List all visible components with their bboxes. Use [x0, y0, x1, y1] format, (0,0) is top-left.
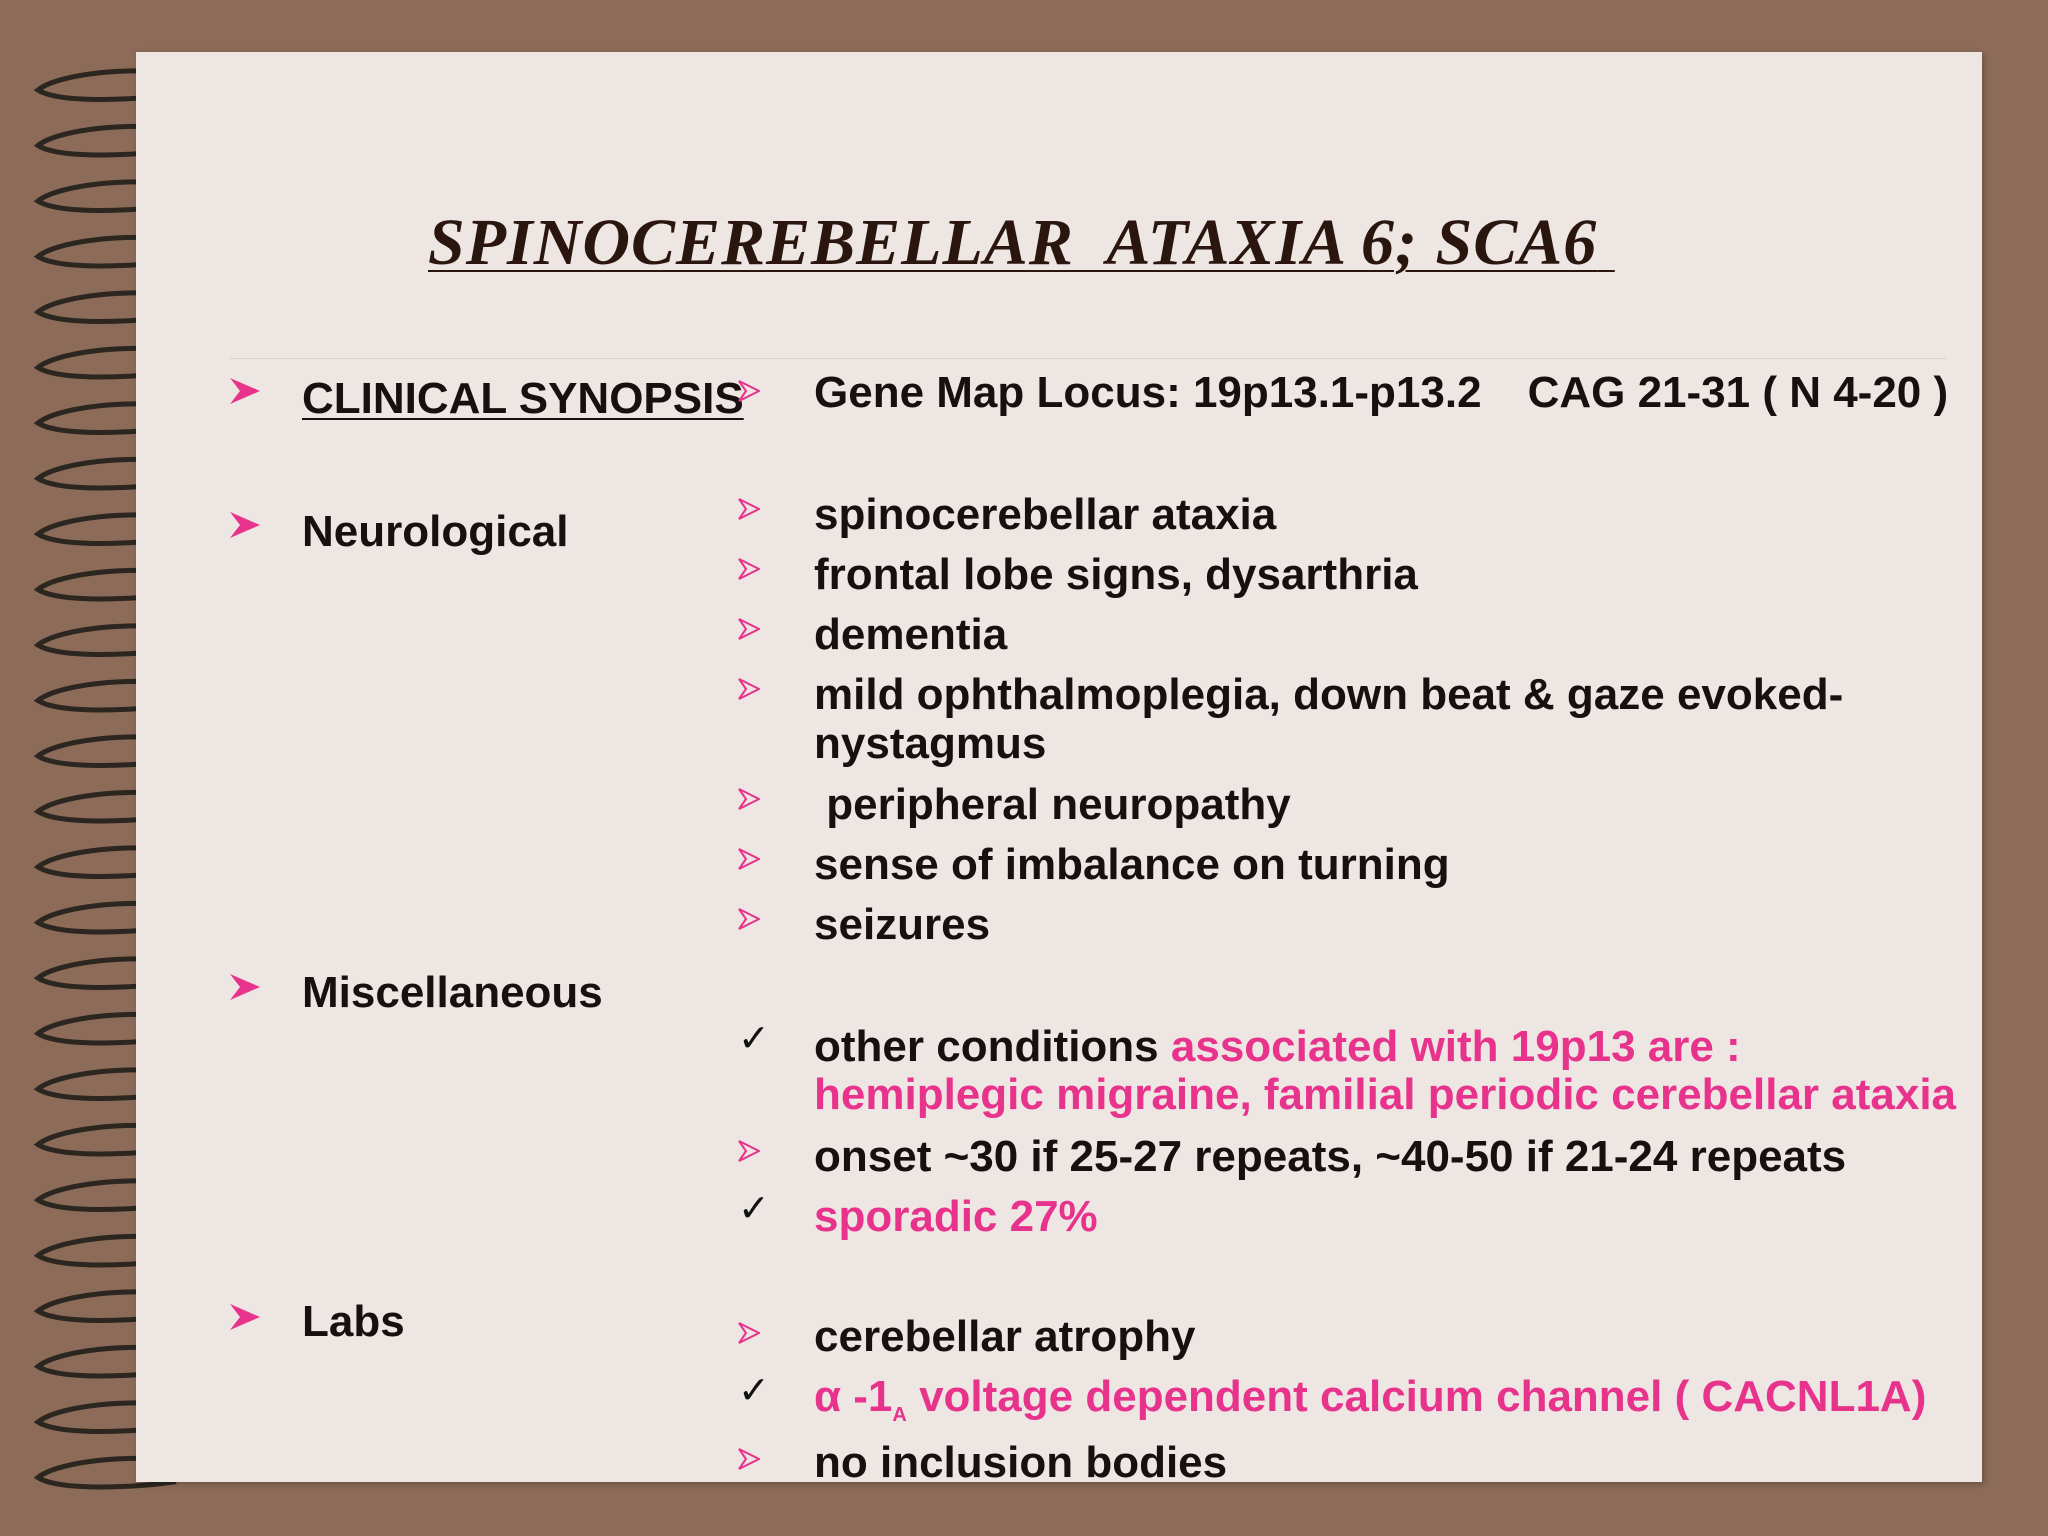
- labs-atrophy: cerebellar atrophy: [814, 1312, 1196, 1361]
- neuro-item-continued: nystagmus: [814, 719, 1047, 768]
- section-neurological: Neurological: [302, 507, 569, 556]
- small-arrow-bullet-icon: [738, 618, 760, 640]
- page-title: SPINOCEREBELLAR ATAXIA 6; SCA6: [428, 206, 1598, 279]
- neuro-item: seizures: [814, 900, 991, 949]
- arrow-bullet-icon: [228, 1302, 262, 1332]
- neuro-item: mild ophthalmoplegia, down beat & gaze evoked-: [814, 670, 1844, 719]
- neuro-item: peripheral neuropathy: [814, 780, 1291, 829]
- neuro-item: frontal lobe signs, dysarthria: [814, 550, 1418, 599]
- small-arrow-bullet-icon: [738, 1322, 760, 1344]
- small-arrow-bullet-icon: [738, 558, 760, 580]
- neuro-item: dementia: [814, 610, 1008, 659]
- arrow-bullet-icon: [228, 972, 262, 1002]
- misc-sporadic: sporadic 27%: [814, 1192, 1098, 1241]
- section-labs: Labs: [302, 1297, 405, 1346]
- small-arrow-bullet-icon: [738, 848, 760, 870]
- arrow-bullet-icon: [228, 376, 262, 406]
- gene-map-locus: Gene Map Locus: 19p13.1-p13.2: [814, 368, 1482, 417]
- check-icon: ✓: [738, 1368, 770, 1412]
- labs-calcium-channel: α $-1_A$ voltage dependent calcium channel ( CACNL1A): [814, 1372, 1927, 1426]
- small-arrow-bullet-icon: [738, 1448, 760, 1470]
- small-arrow-bullet-icon: [738, 788, 760, 810]
- section-miscellaneous: Miscellaneous: [302, 968, 603, 1017]
- misc-other-conditions-continued: hemiplegic migraine, familial periodic cerebellar ataxia: [814, 1070, 1957, 1119]
- check-icon: ✓: [738, 1016, 770, 1060]
- small-arrow-bullet-icon: [738, 380, 760, 402]
- neuro-item: sense of imbalance on turning: [814, 840, 1450, 889]
- small-arrow-bullet-icon: [738, 498, 760, 520]
- neuro-item: spinocerebellar ataxia: [814, 490, 1277, 539]
- gene-map-line: [814, 368, 1948, 418]
- labs-inclusion: no inclusion bodies: [814, 1438, 1228, 1487]
- misc-other-conditions: other conditions associated with 19p13 are :: [814, 1022, 1741, 1071]
- arrow-bullet-icon: [228, 510, 262, 540]
- small-arrow-bullet-icon: [738, 678, 760, 700]
- check-icon: ✓: [738, 1186, 770, 1230]
- title-divider: [230, 358, 1946, 359]
- section-clinical-synopsis: CLINICAL SYNOPSIS: [302, 374, 744, 423]
- small-arrow-bullet-icon: [738, 1140, 760, 1162]
- misc-onset: onset ~30 if 25-27 repeats, ~40-50 if 21-24 repeats: [814, 1132, 1847, 1181]
- cag-repeats: CAG 21-31 ( N 4-20 ): [1527, 368, 1949, 417]
- small-arrow-bullet-icon: [738, 908, 760, 930]
